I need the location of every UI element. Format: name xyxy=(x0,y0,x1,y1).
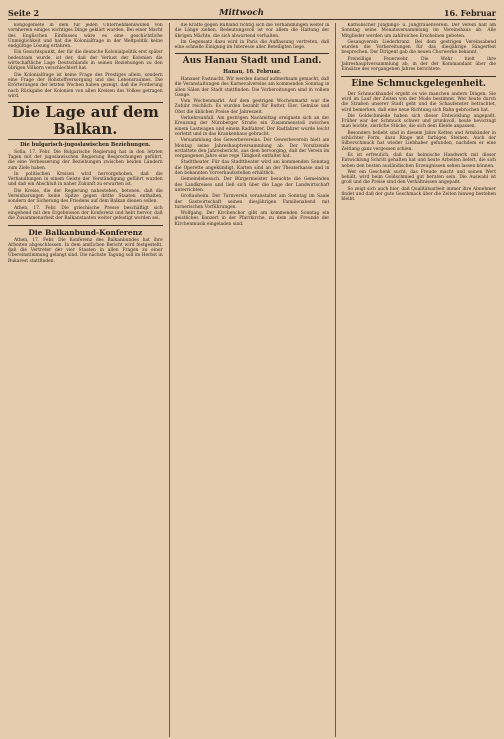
article-paragraph: Im Gegensatz dazu wird in Paris die Auffassung vertreten, daß eine schnelle Einigung im Interesse aller Beteiligten liege. xyxy=(174,39,330,51)
section-heading-jewelry: Eine Schmuckgelegenheit. xyxy=(341,76,496,90)
subsection-heading: Die Balkanbund-Konferenz xyxy=(8,225,163,237)
article-paragraph: Verkehrsunfall. Am gestrigen Nachmittag ereignete sich an der Kreuzung der Nürnberger Straße ein Zusammenstoß zwischen einem Lastwagen und einem Radfahrer. Der Radfahrer wurde leicht verletzt und in das Krankenhaus gebracht. xyxy=(174,116,330,137)
article-paragraph: Besonders beliebt sind in diesem Jahre Ketten und Armbänder in schlichter Form, dazu Ringe mit farbigen Steinen. Auch der Silberschmuck hat wieder Liebhaber gefunden, nachdem er eine Zeitlang ganz vergessen schien. xyxy=(341,130,497,152)
article-paragraph: Athen, 17. Febr. Die Konferenz des Balkanbundes hat ihre Arbeiten abgeschlossen. In dem amtlichen Bericht wird festgestellt, daß die Vertreter der vier Staaten in allen Fragen zu einer Übereinstimmung gelangt sind. Die nächste Tagung soll im Herbst in Bukarest stattfinden. xyxy=(8,237,163,264)
section-heading-balkan: Die Lage auf dem Balkan. xyxy=(8,102,163,140)
article-paragraph: Katholischer Jünglings- u. Jungfrauenverein. Der Verein hält am Sonntag seine Monatsversammlung im Vereinshaus ab. Alle Mitglieder werden um zahlreiches Erscheinen gebeten. xyxy=(341,23,497,39)
column-2 xyxy=(169,23,330,737)
article-paragraph: Gesangverein Liederkranz. Bei dem gestrigen Vereinsabend wurden die Vorbereitungen für das diesjährige Sängerfest besprochen. Der Dirigent gab die neuen Chorwerke bekannt. xyxy=(341,39,497,56)
article-paragraph: Athen, 17. Febr. Die griechische Presse beschäftigt sich eingehend mit den Ergebnissen der Konferenz und hebt hervor, daß die Zusammenarbeit der Balkanstaaten weiter gefestigt worden sei. xyxy=(8,205,163,222)
article-paragraph: Gemeindebesuch. Der Bürgermeister besuchte die Gemeinden des Landkreises und ließ sich über die Lage der Landwirtschaft unterrichten. xyxy=(174,177,330,193)
column-3 xyxy=(335,23,496,737)
article-paragraph: Freiwillige Feuerwehr. Die Wehr hielt ihre Jahreshauptversammlung ab, in der der Kommandant über die Einsätze des vergangenen Jahres berichtete. xyxy=(341,56,497,73)
article-paragraph: Ein Gesichtspunkt, der für die deutsche Kolonialpolitik erst später bedeutsam wurde, ist der, daß der Verlust der Kolonien die wirtschaftliche Lage Deutschlands in seinen Beziehungen zu den übrigen Völkern verschlechtert hat. xyxy=(8,50,163,72)
dateline: Hanau, 16. Februar. xyxy=(223,69,281,76)
article-paragraph: Sofia, 17. Febr. Die Bulgarische Regierung hat in den letzten Tagen mit der jugoslawischen Regierung Besprechungen geführt, die eine Verbesserung der Beziehungen zwischen beiden Ländern zum Ziele haben. xyxy=(8,149,163,171)
article-paragraph: Wer ein Geschenk sucht, das Freude macht und seinen Wert behält, wird beim Goldschmied gut beraten sein. Die Auswahl ist groß und die Preise sind den Verhältnissen angepaßt. xyxy=(341,169,497,186)
issue-date: 16. Februar xyxy=(443,8,496,18)
column-1 xyxy=(8,23,163,737)
columns xyxy=(8,23,496,737)
article-paragraph: Der Schmuckhandel ergeht es wie manchen andern Dingen: Sie wird im Lauf der Zeiten von der Mode bestimmt. Wer heute durch die Straßen unserer Stadt geht und die Schaufenster betrachtet, wird bemerken, daß eine neue Richtung sich Bahn gebrochen hat. xyxy=(341,91,497,113)
article-paragraph: Die Kreise, die der Regierung nahestehen, betonen, daß die Vereinbarungen keine Spitze gegen dritte Staaten enthalten, sondern der Sicherung des Friedens auf dem Balkan dienen sollen. xyxy=(8,188,163,205)
article-paragraph: Wolfgang. Der Kirchenchor gibt am kommenden Sonntag ein geistliches Konzert in der Pfarrkirche, zu dem alle Freunde der Kirchenmusik eingeladen sind. xyxy=(174,211,330,227)
article-paragraph: So zeigt sich auch hier, daß Qualitätsarbeit immer ihre Abnehmer findet und daß der gute Geschmack über die Zeiten hinweg bestehen bleibt. xyxy=(341,186,497,203)
article-paragraph: Großauheim. Der Turnverein veranstaltet am Sonntag im Saale der Gastwirtschaft seinen diesjährigen Familienabend mit turnerischen Vorführungen. xyxy=(174,194,330,210)
section-heading-local: Aus Hanau Stadt und Land. xyxy=(175,53,330,67)
page-number: Seite 2 xyxy=(8,8,40,18)
page-header xyxy=(8,4,496,20)
article-paragraph: Stadttheater. Für das Stadttheater wird am kommenden Sonntag die Operette angekündigt. Karten sind an der Theaterkasse und in den bekannten Vorverkaufsstellen erhältlich. xyxy=(174,160,330,177)
article-paragraph: die Kräfte gegen Rußland richtig sich die Verhandlungen weiter in die Länge ziehen. Bedeutungsvoll ist vor allem die Haltung der übrigen Mächte, die sich abwartend verhalten. xyxy=(174,23,330,39)
section-subheading: Die bulgarisch-jugoslawischen Beziehungen. xyxy=(20,142,151,149)
article-paragraph: Vom Wochenmarkt. Auf dem gestrigen Wochenmarkt war die Zufuhr reichlich. Es wurden bezahlt für Butter, Eier, Gemüse und Obst die üblichen Preise der Jahreszeit. xyxy=(174,99,330,115)
article-paragraph: In politischen Kreisen wird hervorgehoben, daß die Verhandlungen in einem Geiste der Verständigung geführt wurden und daß ein Abschluß in naher Zukunft zu erwarten ist. xyxy=(8,171,163,188)
article-paragraph: Versammlung des Gewerbevereins. Der Gewerbeverein hielt am Montag seine Jahreshauptversammlung ab. Der Vorsitzende erstattete den Jahresbericht, aus dem hervorging, daß der Verein im vergangenen Jahre eine rege Tätigkeit entfaltet hat. xyxy=(174,138,330,160)
article-paragraph: Hanauer Fastnacht. Wir werden darauf aufmerksam gemacht, daß die Veranstaltungen des Karnevalvereins am kommenden Sonntag in allen Sälen der Stadt stattfinden. Die Vorbereitungen sind in vollem Gange. xyxy=(174,76,330,98)
article-paragraph: Es ist erfreulich, daß das heimische Handwerk mit dieser Entwicklung Schritt gehalten hat und heute Arbeiten liefert, die sich neben den besten ausländischen Erzeugnissen sehen lassen können. xyxy=(341,152,497,169)
article-paragraph: Die Kolonialfrage ist keine Frage des Prestiges allein, sondern eine Frage der Rohstoffversorgung und des Lebensraumes. Die Erörterungen der letzten Wochen haben gezeigt, daß die Forderung nach Rückgabe der Kolonien von allen Kreisen des Volkes getragen wird. xyxy=(8,72,163,99)
article-paragraph: Die Goldschmiede haben sich dieser Entwicklung angepaßt. Früher war der Schmuck schwer und prunkvoll, heute bevorzugt man leichte, zierliche Stücke, die sich dem Kleide anpassen. xyxy=(341,113,497,130)
article-paragraph: kongogebiete in dem für jeden Unternehmenswillen von vornherein einiges wichtiges Dinge geklärt wurden. Bei einer Macht des Englischen Einflusses wäre es eine geschichtliche Unmöglichkeit und hat die Kolonialfrage in der Weltpolitik keine endgültige Lösung erfahren. xyxy=(8,23,163,50)
issue-day: Mittwoch xyxy=(219,8,264,18)
